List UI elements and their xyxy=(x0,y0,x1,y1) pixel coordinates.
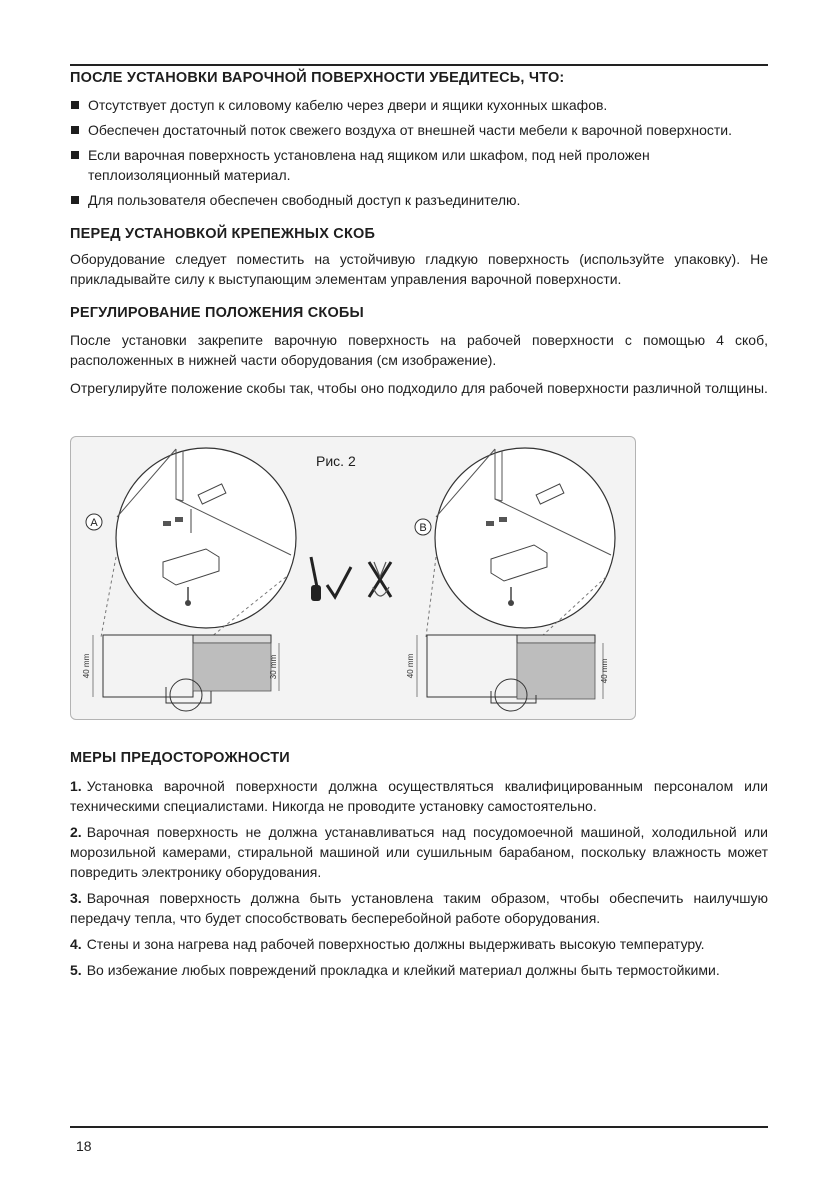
magnifier-b xyxy=(426,448,615,637)
figure-2 xyxy=(70,436,636,720)
section-b xyxy=(417,635,603,711)
before-brackets-text: Оборудование следует поместить на устойчивую гладкую поверхность (используйте упаковку). Не прикладывайте силу к выступающим элементам управления варочной поверхности. xyxy=(70,251,768,287)
after-install-heading: ПОСЛЕ УСТАНОВКИ ВАРОЧНОЙ ПОВЕРХНОСТИ УБЕДИТЕСЬ, ЧТО: xyxy=(70,70,565,86)
before-brackets-heading: ПЕРЕД УСТАНОВКОЙ КРЕПЕЖНЫХ СКОБ xyxy=(70,226,376,242)
after-install-list xyxy=(70,95,768,215)
dim-left-height: 40 mm xyxy=(82,653,91,679)
screwdriver-check-icon xyxy=(311,557,351,601)
bullet-square-icon xyxy=(71,196,79,204)
installation-diagram xyxy=(71,437,637,721)
bullet-square-icon xyxy=(71,151,79,159)
label-a: A xyxy=(90,517,98,529)
list-item: Для пользователя обеспечен свободный доступ к разъединителю. xyxy=(70,190,768,210)
adjust-para-2: Отрегулируйте положение скобы так, чтобы оно подходило для рабочей поверхности различной толщины. xyxy=(70,380,768,396)
list-item: Если варочная поверхность установлена над ящиком или шкафом, под ней проложен теплоизоляционный материал. xyxy=(70,145,768,185)
adjust-heading: РЕГУЛИРОВАНИЕ ПОЛОЖЕНИЯ СКОБЫ xyxy=(70,305,364,321)
list-item: 5. Во избежание любых повреждений прокладка и клейкий материал должны быть термостойкими. xyxy=(70,962,720,978)
bullet-square-icon xyxy=(71,101,79,109)
page-number: 18 xyxy=(76,1138,92,1154)
top-rule xyxy=(70,64,768,66)
dim-right-height: 40 mm xyxy=(406,653,415,679)
bullet-square-icon xyxy=(71,126,79,134)
list-item: 1. Установка варочной поверхности должна осуществляться квалифицированным персоналом или техническими специалистами. Никогда не проводите установку самостоятельно. xyxy=(70,778,768,814)
precautions-list xyxy=(70,776,768,986)
wrong-tool-cross-icon xyxy=(369,562,391,597)
figure-caption: Рис. 2 xyxy=(316,453,356,469)
precautions-heading: МЕРЫ ПРЕДОСТОРОЖНОСТИ xyxy=(70,750,290,766)
list-item: Обеспечен достаточный поток свежего воздуха от внешней части мебели к варочной поверхности. xyxy=(70,120,768,140)
list-item: 3. Варочная поверхность должна быть установлена таким образом, чтобы обеспечить наилучшую передачу тепла, что будет способствовать бесперебойной работе оборудования. xyxy=(70,890,768,926)
dim-right-thickness: 40 mm xyxy=(600,658,609,684)
list-item: Отсутствует доступ к силовому кабелю через двери и ящики кухонных шкафов. xyxy=(70,95,768,115)
adjust-para-1: После установки закрепите варочную поверхность на рабочей поверхности с помощью 4 скоб, расположенных в нижней части оборудования (см изображение). xyxy=(70,332,768,368)
list-item: 4. Стены и зона нагрева над рабочей поверхностью должны выдерживать высокую температуру. xyxy=(70,936,705,952)
list-item: 2. Варочная поверхность не должна устанавливаться над посудомоечной машиной, холодильной или морозильной камерами, стиральной машиной или сушильным барабаном, поскольку влажность может повредить электронику оборудования. xyxy=(70,824,768,880)
dim-left-thickness: 30 mm xyxy=(269,654,278,680)
footer-rule xyxy=(70,1126,768,1128)
magnifier-a xyxy=(101,448,296,637)
section-a xyxy=(93,635,279,711)
label-b: B xyxy=(419,522,427,534)
